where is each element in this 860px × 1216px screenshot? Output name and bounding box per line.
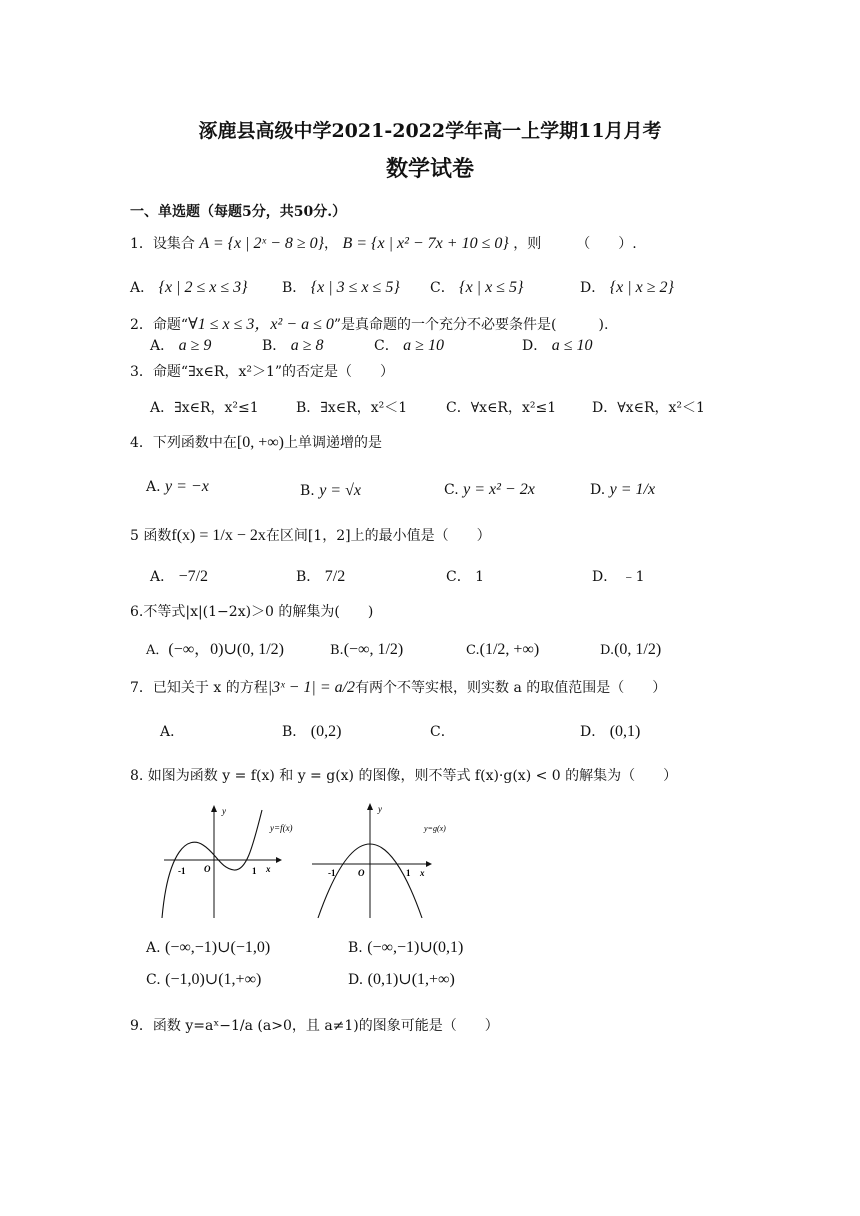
graph-f (158, 800, 298, 922)
question-6: 6.不等式|x|(1−2x)＞0 的解集为( ) (130, 604, 374, 620)
q4-option-c[interactable]: C. y = x² − 2x (444, 481, 535, 498)
question-9: 9．函数 y=aˣ−1/a (a>0，且 a≠1)的图象可能是（ ） (130, 1018, 499, 1034)
q1-option-a[interactable]: A． {x | 2 ≤ x ≤ 3} (130, 279, 248, 296)
graph-g-axis-y: y (378, 804, 382, 814)
graph-f-axis-x: x (266, 864, 271, 874)
q5-option-b[interactable]: B． 7/2 (296, 568, 346, 585)
q8-option-d[interactable]: D. (0,1)∪(1,+∞) (348, 971, 455, 988)
q1-set-a: A = {x | 2ˣ − 8 ≥ 0} (199, 235, 325, 252)
q3-option-d[interactable]: D．∀x∈R，x²＜1 (592, 400, 705, 416)
q7-option-a[interactable]: A． (160, 724, 185, 740)
q6-option-d[interactable]: D.(0, 1/2) (600, 641, 662, 658)
q4-interval: [0, +∞) (236, 434, 285, 451)
graph-g-origin: O (358, 868, 365, 878)
q2-option-c[interactable]: C． a ≥ 10 (374, 337, 444, 354)
graph-f-tick-right: 1 (252, 866, 257, 876)
graph-g-label: y=g(x) (424, 824, 446, 833)
q3-option-a[interactable]: A．∃x∈R，x²≤1 (150, 400, 259, 416)
q5-function: f(x) = 1/x − 2x (171, 527, 266, 544)
q6-option-b[interactable]: B.(−∞, 1/2) (330, 641, 404, 658)
exam-subtitle: 数学试卷 (385, 156, 474, 182)
graph-f-label: y=f(x) (270, 823, 293, 833)
graph-g-tick-right: 1 (406, 868, 411, 878)
q2-statement: ∀1 ≤ x ≤ 3，x² − a ≤ 0 (188, 316, 334, 333)
question-5: 5 函数f(x) = 1/x − 2x在区间[1，2]上的最小值是（ ） (130, 527, 491, 544)
q5-option-a[interactable]: A． −7/2 (150, 568, 209, 585)
q7-option-c[interactable]: C． (430, 724, 455, 740)
q3-option-c[interactable]: C．∀x∈R，x²≤1 (446, 400, 557, 416)
q2-option-b[interactable]: B． a ≥ 8 (262, 337, 324, 354)
q8-option-b[interactable]: B. (−∞,−1)∪(0,1) (348, 939, 464, 956)
question-3: 3．命题“∃x∈R，x²＞1”的否定是（ ） (130, 364, 395, 380)
q4-option-a[interactable]: A. y = −x (146, 478, 209, 495)
question-1: 1．设集合 A = {x | 2ˣ − 8 ≥ 0}， B = {x | x² − 7x + 10 ≤ 0} ，则 （ ）. (130, 235, 637, 252)
q7-option-b[interactable]: B． (0,2) (282, 723, 342, 740)
q1-option-c[interactable]: C． {x | x ≤ 5} (430, 279, 524, 296)
q2-option-a[interactable]: A． a ≥ 9 (150, 337, 212, 354)
q6-option-a[interactable]: A．(−∞，0)∪(0, 1/2) (146, 641, 284, 658)
q4-option-d[interactable]: D. y = 1/x (590, 481, 656, 498)
q2-option-d[interactable]: D． a ≤ 10 (522, 337, 593, 354)
q7-equation: |3ˣ − 1| = a/2 (267, 679, 356, 696)
question-7: 7．已知关于 x 的方程|3ˣ − 1| = a/2有两个不等实根，则实数 a 的取值范围是（ ） (130, 679, 667, 696)
q4-option-b[interactable]: B. y = √x (300, 482, 361, 499)
question-8: 8. 如图为函数 y = f(x) 和 y = g(x) 的图像，则不等式 f(x)·g(x) < 0 的解集为（ ） (130, 768, 678, 784)
graph-g-axis-x: x (420, 868, 425, 878)
q3-option-b[interactable]: B．∃x∈R，x²＜1 (296, 400, 408, 416)
q5-option-d[interactable]: D． ﹣1 (592, 569, 645, 585)
q1-option-d[interactable]: D． {x | x ≥ 2} (580, 279, 674, 296)
graph-f-tick-left: -1 (178, 866, 186, 876)
q1-suffix: ，则 （ ）. (513, 236, 637, 252)
graph-f-origin: O (204, 864, 211, 874)
graph-f-axis-y: y (222, 806, 226, 816)
q1-option-b[interactable]: B． {x | 3 ≤ x ≤ 5} (282, 279, 400, 296)
q7-option-d[interactable]: D． (0,1) (580, 723, 641, 740)
q1-set-b: B = {x | x² − 7x + 10 ≤ 0} (342, 235, 509, 252)
q8-option-a[interactable]: A. (−∞,−1)∪(−1,0) (146, 939, 271, 956)
q8-option-c[interactable]: C. (−1,0)∪(1,+∞) (146, 971, 262, 988)
q5-option-c[interactable]: C． 1 (446, 569, 485, 585)
q1-prefix: 1．设集合 (130, 236, 195, 252)
graph-g-tick-left: -1 (328, 868, 336, 878)
question-2: 2．命题“∀1 ≤ x ≤ 3，x² − a ≤ 0”是真命题的一个充分不必要条件是( ). (130, 316, 609, 333)
q6-option-c[interactable]: C.(1/2, +∞) (466, 641, 540, 658)
exam-title: 涿鹿县高级中学2021-2022学年高一上学期11月月考 (198, 120, 662, 142)
graph-g (310, 800, 460, 922)
section-heading: 一、单选题（每题5分，共50分.） (130, 204, 347, 220)
question-4: 4．下列函数中在[0, +∞)上单调递增的是 (130, 434, 383, 451)
